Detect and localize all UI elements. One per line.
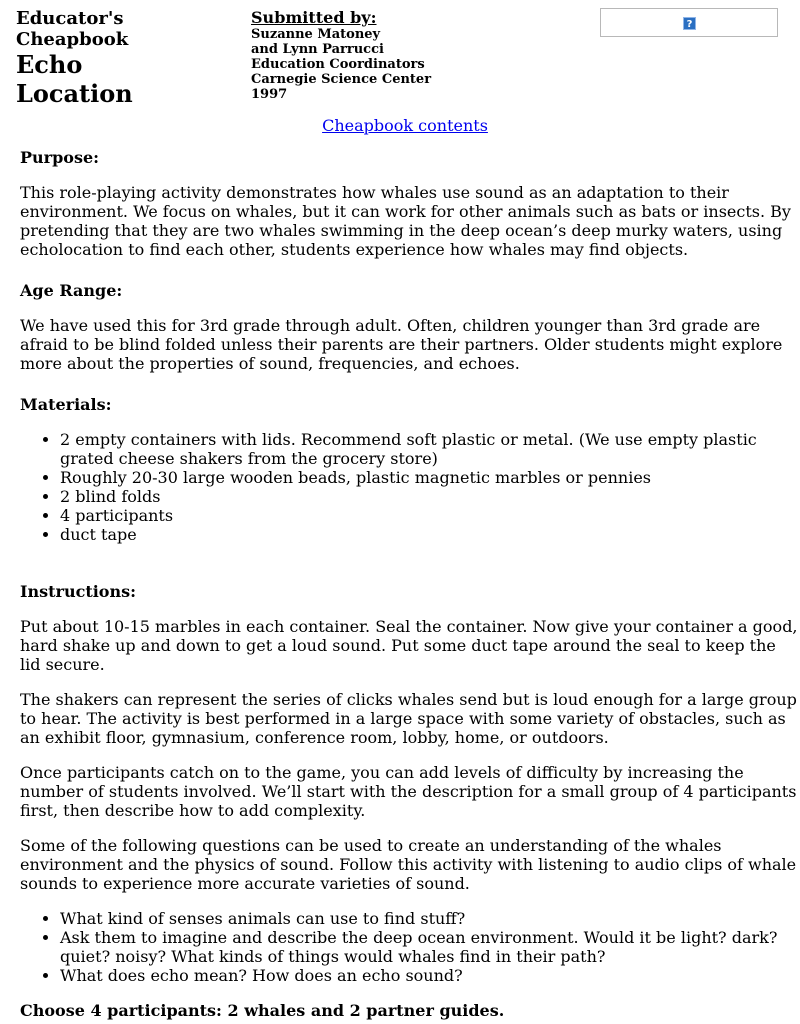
list-item: • Roughly 20-30 large wooden beads, plastic magnetic marbles or pennies bbox=[60, 468, 800, 487]
main-content bbox=[20, 148, 800, 1020]
page-title-line1: Echo bbox=[16, 50, 83, 79]
age-range-text: We have used this for 3rd grade through adult. Often, children younger than 3rd grade are afraid to be blind folded unless their parents are their partners. Older students might explore more about the properties of sound, frequencies, and echoes. bbox=[20, 316, 783, 373]
purpose-heading: Purpose: bbox=[20, 148, 100, 167]
missing-image-icon: ? bbox=[683, 17, 696, 30]
instructions-paragraph: Once participants catch on to the game, you can add levels of difficulty by increasing the number of students involved. We’ll start with the description for a small group of 4 participants first, then describe how to add complexity. bbox=[20, 763, 797, 820]
questions-list bbox=[20, 909, 800, 985]
list-item: • 2 empty containers with lids. Recommend soft plastic or metal. (We use empty plastic grated cheese shakers from the grocery store) bbox=[60, 430, 800, 468]
page-header bbox=[0, 0, 800, 110]
instructions-paragraph: Put about 10-15 marbles in each container. Seal the container. Now give your container a good, hard shake up and down to get a loud sound. Put some duct tape around the seal to keep the lid secure. bbox=[20, 617, 798, 674]
contents-nav bbox=[0, 116, 800, 135]
submitted-name-2: and Lynn Parrucci bbox=[251, 42, 384, 57]
submitted-heading: Submitted by: bbox=[251, 8, 377, 27]
list-item: • Ask them to imagine and describe the deep ocean environment. Would it be light? dark? quiet? noisy? What kinds of things would whales find in their path? bbox=[60, 928, 800, 966]
list-item: • duct tape bbox=[60, 525, 800, 544]
page-title-line2: Location bbox=[16, 79, 133, 108]
series-title-line2: Cheapbook bbox=[16, 29, 129, 50]
submitted-org: Carnegie Science Center bbox=[251, 72, 432, 87]
instructions-heading: Instructions: bbox=[20, 582, 137, 601]
submitted-year: 1997 bbox=[251, 87, 288, 102]
title-block bbox=[16, 8, 241, 108]
series-title-line1: Educator's bbox=[16, 8, 124, 29]
list-item: • What kind of senses animals can use to find stuff? bbox=[60, 909, 800, 928]
list-item: • What does echo mean? How does an echo sound? bbox=[60, 966, 800, 985]
age-range-heading: Age Range: bbox=[20, 281, 123, 300]
choose-participants-heading: Choose 4 participants: 2 whales and 2 partner guides. bbox=[20, 1001, 505, 1020]
materials-heading: Materials: bbox=[20, 395, 112, 414]
purpose-text: This role-playing activity demonstrates how whales use sound as an adaptation to their environment. We focus on whales, but it can work for other animals such as bats or insects. By pretending that they are two whales swimming in the deep ocean’s deep murky waters, using echolocation to find each other, students experience how whales may find objects. bbox=[20, 183, 791, 259]
submitted-name-1: Suzanne Matoney bbox=[251, 27, 381, 42]
broken-image-placeholder[interactable] bbox=[600, 8, 778, 37]
submitted-by-block bbox=[251, 8, 581, 102]
instructions-paragraph: The shakers can represent the series of clicks whales send but is loud enough for a large group to hear. The activity is best performed in a large space with some variety of obstacles, such as an exhibit floor, gymnasium, conference room, lobby, home, or outdoors. bbox=[20, 690, 797, 747]
list-item: • 4 participants bbox=[60, 506, 800, 525]
submitted-role: Education Coordinators bbox=[251, 57, 425, 72]
cheapbook-contents-link[interactable]: Cheapbook contents bbox=[322, 116, 488, 135]
materials-list bbox=[20, 430, 800, 544]
instructions-paragraph: Some of the following questions can be used to create an understanding of the whales environment and the physics of sound. Follow this activity with listening to audio clips of whale sounds to experience more accurate varieties of sound. bbox=[20, 836, 797, 893]
list-item: • 2 blind folds bbox=[60, 487, 800, 506]
